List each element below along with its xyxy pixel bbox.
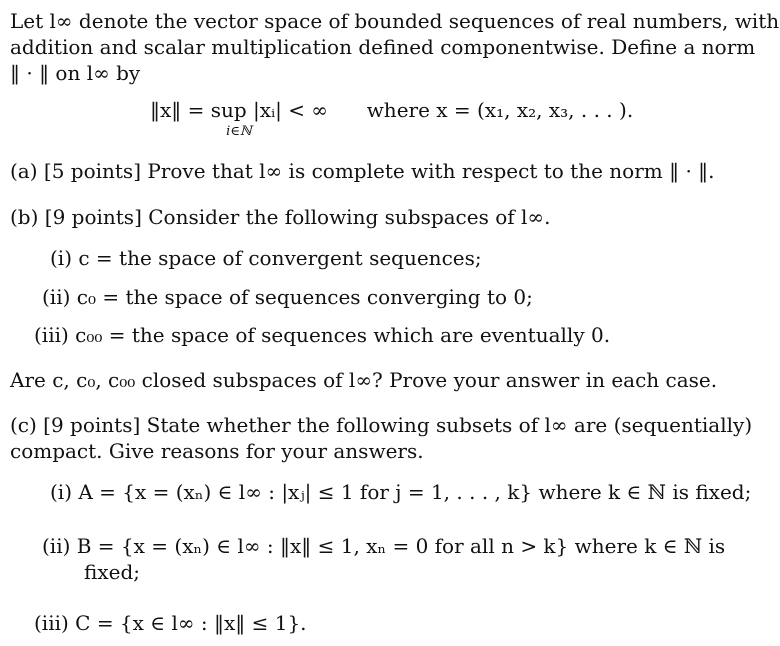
part-c-item-iii: (iii) C = {x ∈ l∞ : ‖x‖ ≤ 1}. [34,611,307,635]
norm-definition [150,98,634,139]
norm-lhs: ‖x‖ = sup |xᵢ| < ∞ [150,98,328,122]
part-b-item-iii: (iii) c₀₀ = the space of sequences which are eventually 0. [34,323,611,347]
part-c-heading-2: compact. Give reasons for your answers. [10,439,424,463]
part-b-item-ii: (ii) c₀ = the space of sequences converging to 0; [42,285,533,309]
norm-rhs: where x = (x₁, x₂, x₃, . . . ). [366,98,634,122]
norm-sup-expression [150,98,328,139]
part-c-item-ii-line-2: fixed; [84,560,140,584]
part-b-item-i: (i) c = the space of convergent sequences; [50,246,482,270]
part-b-question: Are c, c₀, c₀₀ closed subspaces of l∞? Prove your answer in each case. [10,368,718,392]
intro-line-1: Let l∞ denote the vector space of bounded sequences of real numbers, with [10,9,780,33]
part-c-item-ii-line-1: (ii) B = {x = (xₙ) ∈ l∞ : ‖x‖ ≤ 1, xₙ = 0 for all n > k} where k ∈ ℕ is [42,534,726,558]
intro-line-2: addition and scalar multiplication defined componentwise. Define a norm [10,35,756,59]
intro-line-3: ‖ · ‖ on l∞ by [10,61,141,85]
part-b-heading: (b) [9 points] Consider the following subspaces of l∞. [10,205,551,229]
part-c-item-i: (i) A = {x = (xₙ) ∈ l∞ : |xⱼ| ≤ 1 for j = 1, . . . , k} where k ∈ ℕ is fixed; [50,480,752,504]
part-a: (a) [5 points] Prove that l∞ is complete with respect to the norm ‖ · ‖. [10,159,715,183]
sup-index-set: i∈ℕ [226,124,252,139]
part-c-heading-1: (c) [9 points] State whether the following subsets of l∞ are (sequentially) [10,413,753,437]
